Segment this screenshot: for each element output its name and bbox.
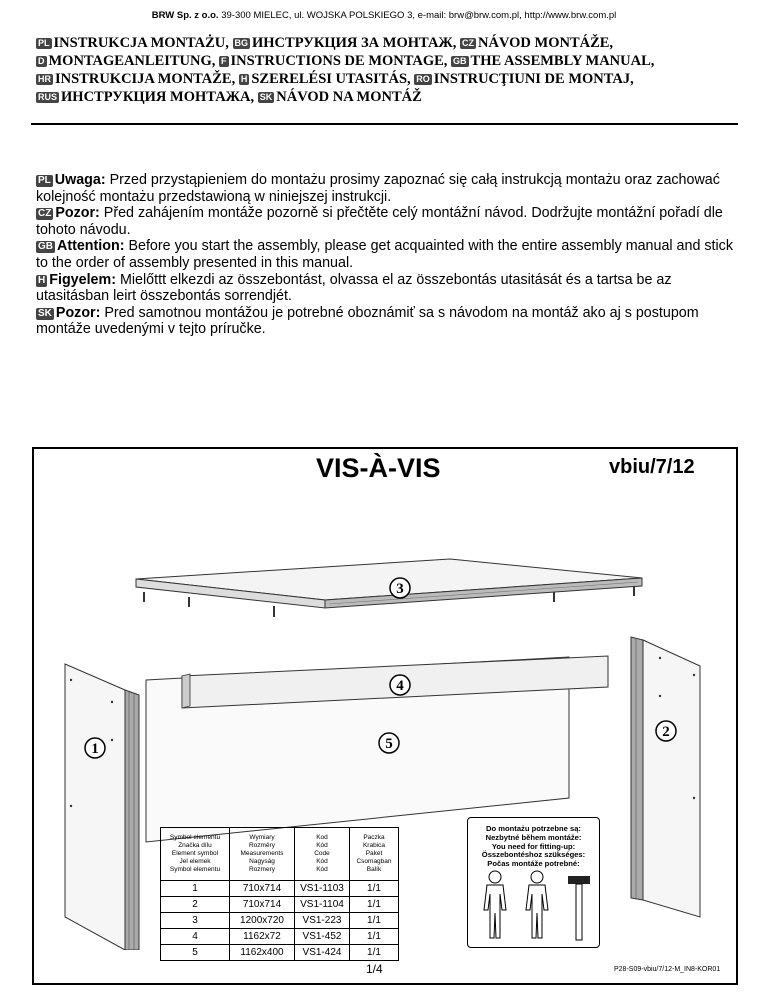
svg-text:5: 5 xyxy=(385,736,393,752)
page-number: 1/4 xyxy=(366,962,383,976)
part-1-left-side xyxy=(65,664,139,950)
tools-heading: Do montażu potrzebne są: Nezbytné během montáže: You need for fitting-up: Összebontéshoz szükséges: Počas montáže potrebné: xyxy=(481,824,586,869)
title-hr: HR INSTRUKCIJA MONTAŽE, xyxy=(38,71,239,87)
table-row: 4 1162x72 VS1-452 1/1 xyxy=(161,929,399,945)
person-icon xyxy=(484,871,506,938)
part-badge-3 xyxy=(390,578,410,598)
svg-text:3: 3 xyxy=(396,581,404,597)
part-badge-2 xyxy=(656,721,676,741)
title-bg: BG ИНСТРУКЦИЯ ЗА МОНТАЖ, xyxy=(234,35,461,51)
note-gb: GB Attention: Before you start the assembly, please get acquainted with the entire assembly manual and stick to the order of assembly presented in this manual. xyxy=(36,238,733,271)
part-2-right-side xyxy=(631,637,700,917)
title-ro: RO INSTRUCŢIUNI DE MONTAJ, xyxy=(416,71,634,87)
parts-table-header: Symbol elementu Značka dílu Element symbol Jel elemek Symbol elementu Wymiary Rozměry Measurements Nagyság Rozmery Kod Kód Code Kód Kód Paczka Krabica Paket Csomagban Balík xyxy=(161,828,399,881)
document-code: P28-S09-vbiu/7/12-M_IN8-KOR01 xyxy=(614,966,721,973)
table-row: 2 710x714 VS1-1104 1/1 xyxy=(161,897,399,913)
svg-text:4: 4 xyxy=(396,678,404,694)
tools-icons xyxy=(468,868,599,948)
company-name: BRW Sp. z o.o. xyxy=(151,10,219,21)
hammer-icon xyxy=(568,876,590,940)
title-f: F INSTRUCTIONS DE MONTAGE, xyxy=(221,53,452,69)
table-row: 5 1162x400 VS1-424 1/1 xyxy=(161,945,399,961)
manual-titles xyxy=(36,34,736,106)
company-address: 39-300 MIELEC, ul. WOJSKA POLSKIEGO 3, e-mail: brw@brw.com.pl, http://www.brw.com.pl xyxy=(218,10,617,21)
title-rus: RUS ИНСТРУКЦИЯ МОНТАЖА, xyxy=(38,89,258,105)
note-h: H Figyelem: Mielőttt elkezdi az összebontást, olvassa el az összebontás utasitását és a tartsa be az utasitásban leirt összebontás sorrendjét. xyxy=(36,271,672,305)
parts-table xyxy=(160,827,399,961)
part-badge-4 xyxy=(390,675,410,695)
svg-text:1: 1 xyxy=(91,741,99,757)
title-gb: GB THE ASSEMBLY MANUAL, xyxy=(453,53,655,69)
product-code: vbiu/7/12 xyxy=(609,456,695,478)
note-cz: CZ Pozor: Před zahájením montáže pozorně si přečtěte celý montážní návod. Dodržujte montážní pořadí dle tohoto návodu. xyxy=(36,205,723,238)
person-icon xyxy=(526,871,548,938)
table-row: 1 710x714 VS1-1103 1/1 xyxy=(161,881,399,897)
title-d: D MONTAGEANLEITUNG, xyxy=(38,53,220,69)
assembly-notes xyxy=(36,172,736,338)
header-divider xyxy=(31,123,738,125)
title-h: H SZERELÉSI UTASITÁS, xyxy=(240,71,415,87)
product-model: VIS-À-VIS xyxy=(316,453,441,483)
table-row: 3 1200x720 VS1-223 1/1 xyxy=(161,913,399,929)
tools-box xyxy=(467,817,600,948)
svg-text:2: 2 xyxy=(662,724,670,740)
note-sk: SK Pozor: Pred samotnou montážou je potrebné oboznámiť sa s návodom na montáž ako aj s postupom montáže uvedenými v tejto príručke. xyxy=(36,304,699,338)
title-pl: PL INSTRUKCJA MONTAŻU, xyxy=(38,35,233,51)
part-badge-5 xyxy=(379,733,399,753)
title-cz: CZ NÁVOD MONTÁŽE, xyxy=(462,35,614,51)
part-badge-1 xyxy=(85,738,105,758)
company-header xyxy=(0,10,768,21)
note-pl: PL Uwaga: Przed przystąpieniem do montażu prosimy zapoznać się całą instrukcją montażu oraz zachować kolejność montażu przedstawioną w niniejszej instrukcji. xyxy=(36,172,720,205)
title-sk: SK NÁVOD NA MONTÁŽ xyxy=(259,89,422,105)
part-3-top-panel xyxy=(136,559,642,617)
